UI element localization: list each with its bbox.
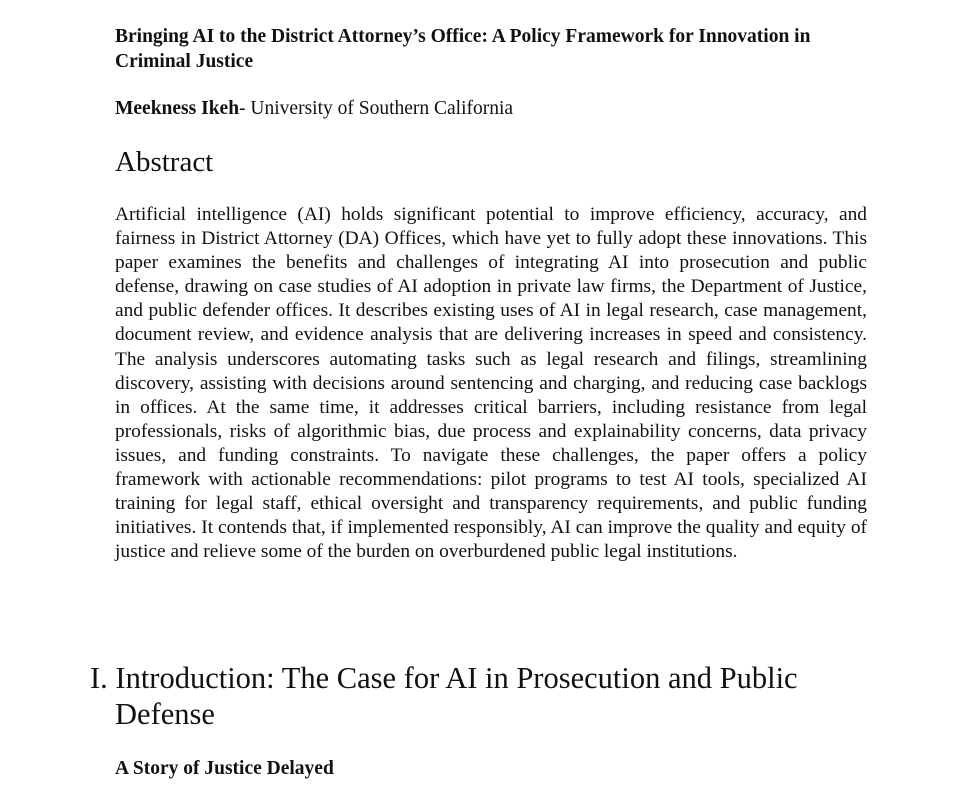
abstract-heading: Abstract: [115, 146, 214, 178]
author-name: Meekness Ikeh: [115, 98, 240, 119]
author-affiliation: - University of Southern California: [239, 98, 514, 119]
abstract-body: Artificial intelligence (AI) holds significant potential to improve efficiency, accuracy, and fairness in District Attorney (DA) Offices, which have yet to fully adopt these innovations. This paper examines the benefits and challenges of integrating AI into prosecution and public defense, drawing on case studies of AI adoption in private law firms, the Department of Justice, and public defender offices. It describes existing uses of AI in legal research, case management, document review, and evidence analysis that are delivering increases in speed and consistency. The analysis underscores automating tasks such as legal research and filings, streamlining discovery, assisting with decisions around sentencing and charging, and reducing case backlogs in offices. At the same time, it addresses critical barriers, including resistance from legal professionals, risks of algorithmic bias, due process and explainability concerns, data privacy issues, and funding constraints. To navigate these challenges, the paper offers a policy framework with actionable recommendations: pilot programs to test AI tools, specialized AI training for legal staff, ethical oversight and transparency requirements, and public funding initiatives. It contends that, if implemented responsibly, AI can improve the quality and equity of justice and relieve some of the burden on overburdened public legal institutions.: [115, 204, 867, 563]
subsection-heading: A Story of Justice Delayed: [115, 758, 334, 779]
section-heading: I. Introduction: The Case for AI in Prosecution and Public Defense: [90, 661, 798, 731]
paper-title: Bringing AI to the District Attorney’s Office: A Policy Framework for Innovation in Criminal Justice: [115, 26, 811, 72]
author-line: [115, 96, 870, 121]
